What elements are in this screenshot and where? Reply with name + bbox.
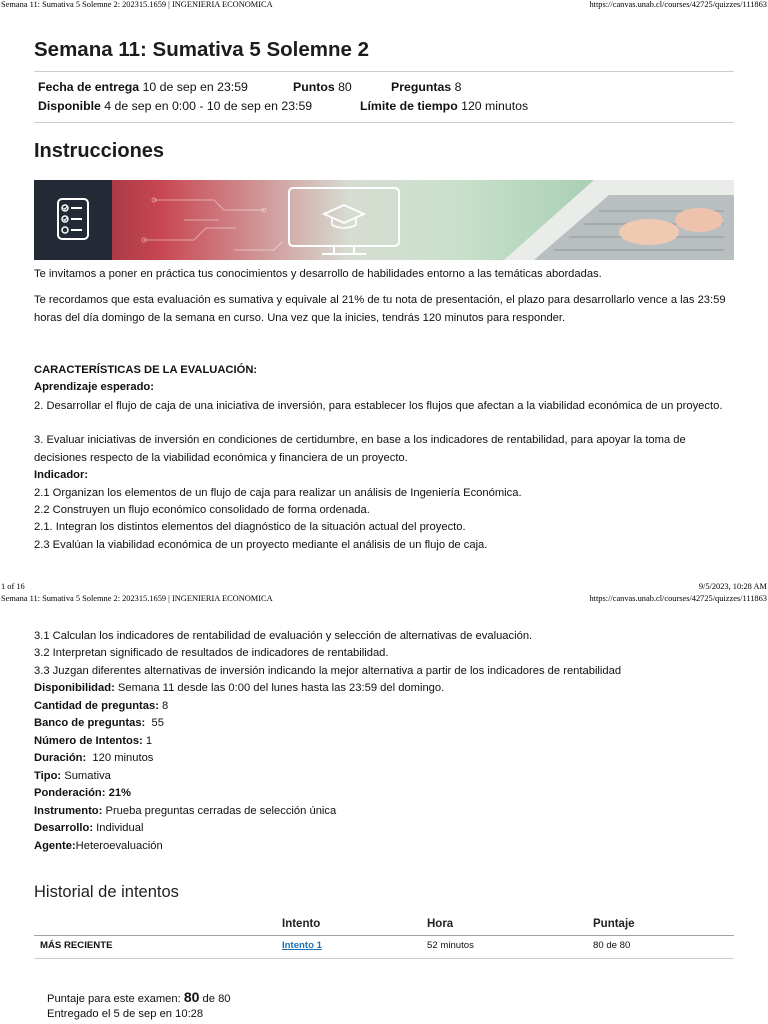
intro-paragraph-2: Te recordamos que esta evaluación es sumativa y equivale al 21% de tu nota de presentación, el plazo para desarrollarlo vence a las 23:59 horas del día domingo de la semana en curso. Una vez que la inicies, tendrás 120 minutos para responder. [34,294,726,324]
monitor-graduation-icon [289,188,399,254]
print-header-title: Semana 11: Sumativa 5 Solemne 2: 202315.1659 | INGENIERIA ECONOMICA [1,594,273,603]
indicator-label: Indicador: [34,469,89,481]
banner-graphic [34,180,734,260]
instructions-banner [34,180,734,260]
column-header-attempt: Intento [282,918,321,930]
indicator-item: 2.2 Construyen un flujo económico consolidado de forma ordenada. [34,504,370,516]
print-header-url: https://canvas.unab.cl/courses/42725/quizzes/111863 [589,0,767,9]
characteristics-heading: CARACTERÍSTICAS DE LA EVALUACIÓN: [34,364,258,376]
print-header [0,0,768,12]
detail-availability: Disponibilidad: Semana 11 desde las 0:00 del lunes hasta las 23:59 del domingo. [34,682,445,694]
detail-question-bank: Banco de preguntas: 55 [34,717,164,729]
print-timestamp: 9/5/2023, 10:28 AM [698,582,767,591]
attempt-1-link[interactable]: Intento 1 [282,940,322,951]
instructions-heading: Instrucciones [34,140,165,162]
detail-agent: Agente:Heteroevaluación [34,840,163,852]
print-footer [0,582,768,594]
attempt-score: 80 de 80 [593,940,631,951]
indicator-item: 3.3 Juzgan diferentes alternativas de inversión indicando la mejor alternativa a partir de los indicadores de rentabilidad [34,665,622,677]
print-header [0,594,768,606]
points: Puntos 80 [293,80,352,94]
page-title: Semana 11: Sumativa 5 Solemne 2 [34,38,369,61]
column-header-time: Hora [427,918,454,930]
detail-duration: Duración: 120 minutos [34,752,154,764]
detail-development: Desarrollo: Individual [34,822,144,834]
print-header-title: Semana 11: Sumativa 5 Solemne 2: 202315.1659 | INGENIERIA ECONOMICA [1,0,273,9]
indicator-item: 2.3 Evalúan la viabilidad económica de un proyecto mediante el análisis de un flujo de caja. [34,539,488,551]
expected-learning-label: Aprendizaje esperado: [34,381,154,393]
detail-attempts: Número de Intentos: 1 [34,735,153,747]
row-label-most-recent: MÁS RECIENTE [40,940,113,951]
detail-question-count: Cantidad de preguntas: 8 [34,700,169,712]
detail-type: Tipo: Sumativa [34,770,111,782]
indicator-item: 2.1 Organizan los elementos de un flujo de caja para realizar un análisis de Ingeniería Económica. [34,487,522,499]
detail-instrument: Instrumento: Prueba preguntas cerradas de selección única [34,805,337,817]
due-date: Fecha de entrega 10 de sep en 23:59 [38,80,248,94]
indicator-item: 3.2 Interpretan significado de resultados de indicadores de rentabilidad. [34,647,389,659]
expected-learning-item: 3. Evaluar iniciativas de inversión en condiciones de certidumbre, en base a los indicadores de rentabilidad, para apoyar la toma de decisiones respecto de la viabilidad económica y financiera de un proyecto. [34,434,686,464]
exam-score: Puntaje para este examen: 80 de 80 [47,989,231,1005]
attempt-time: 52 minutos [427,940,474,951]
attempt-history-heading: Historial de intentos [34,883,179,901]
divider [34,71,734,72]
availability: Disponible 4 de sep en 0:00 - 10 de sep en 23:59 [38,99,313,113]
table-row-rule [34,958,734,959]
indicator-item: 3.1 Calculan los indicadores de rentabilidad de evaluación y selección de alternativas de evaluación. [34,630,533,642]
indicator-item: 2.1. Integran los distintos elementos del diagnóstico de la situación actual del proyecto. [34,521,466,533]
laptop-hands-graphic [504,180,734,260]
divider [34,122,734,123]
print-header-url: https://canvas.unab.cl/courses/42725/quizzes/111863 [589,594,767,603]
detail-weighting: Ponderación: 21% [34,787,131,799]
page-number: 1 of 16 [1,582,25,591]
time-limit: Límite de tiempo 120 minutos [360,99,529,113]
questions-count: Preguntas 8 [391,80,462,94]
column-header-score: Puntaje [593,918,635,930]
expected-learning-item: 2. Desarrollar el flujo de caja de una iniciativa de inversión, para establecer los flujos que afectan a la viabilidad económica de un proyecto. [34,400,723,412]
intro-paragraph-1: Te invitamos a poner en práctica tus conocimientos y desarrollo de habilidades entorno a las temáticas abordadas. [34,268,602,280]
table-header-rule [34,935,734,936]
submitted-at: Entregado el 5 de sep en 10:28 [47,1008,204,1020]
